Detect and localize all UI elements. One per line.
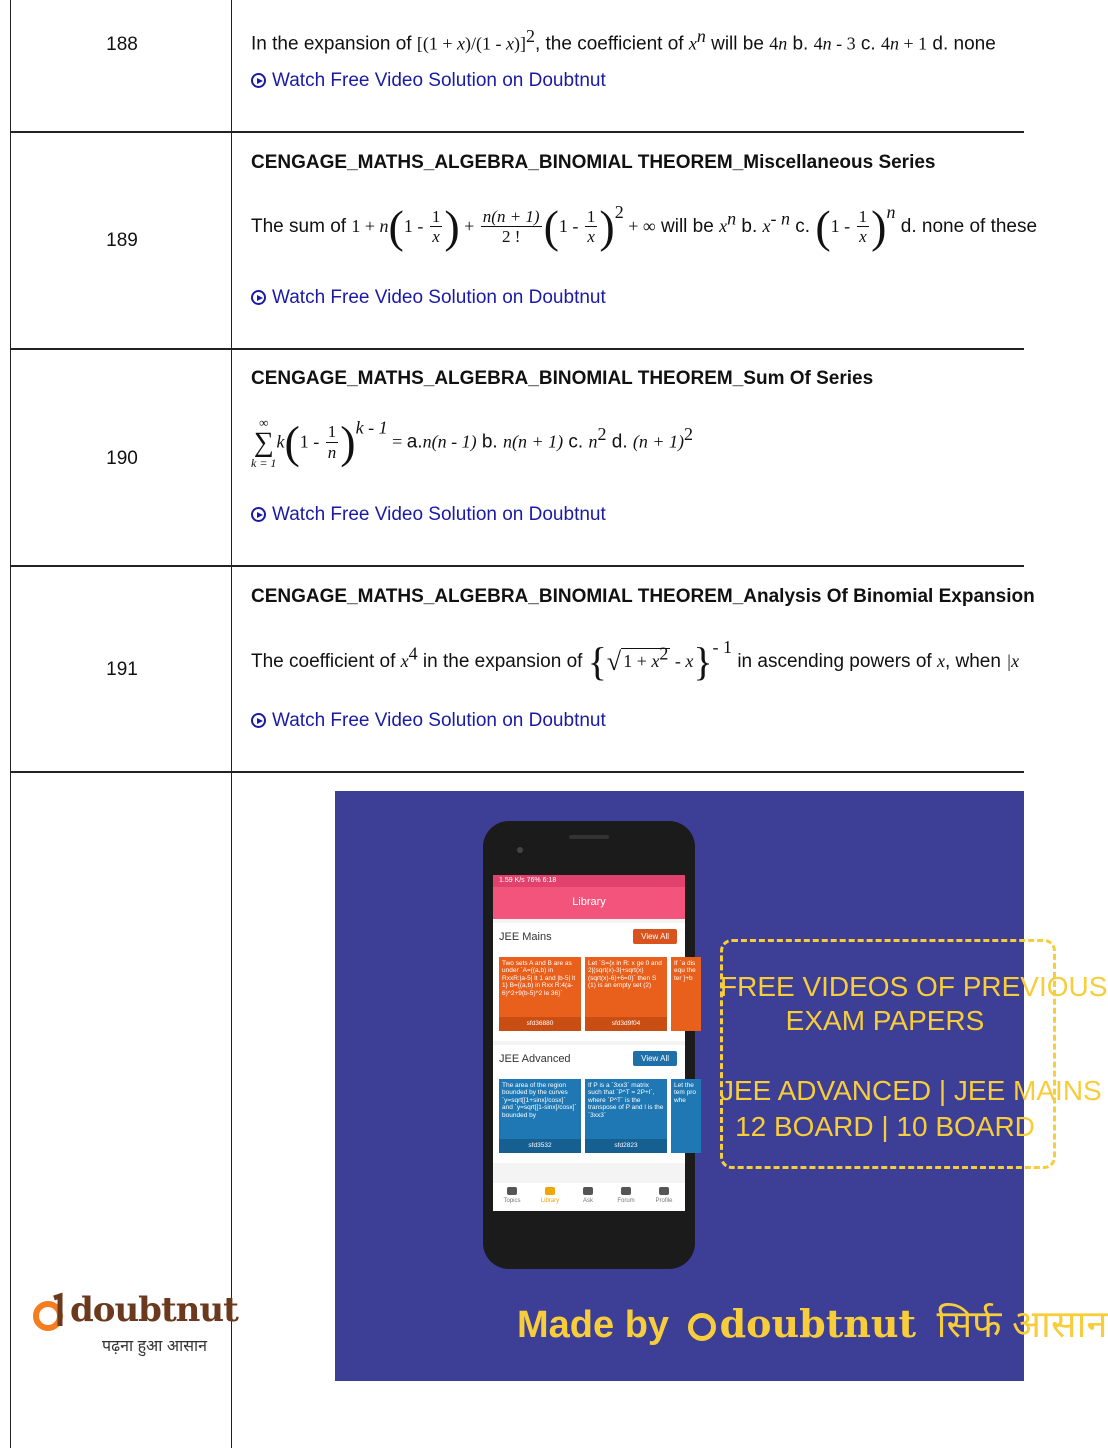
app-bottom-nav	[493, 1183, 685, 1211]
watch-video-link[interactable]: Watch Free Video Solution on Doubtnut	[251, 710, 606, 732]
phone-screen	[493, 875, 697, 1211]
play-circle-icon	[251, 73, 266, 88]
app-title: Library	[493, 887, 685, 919]
view-all-button[interactable]: View All	[633, 929, 677, 944]
phone-mockup	[483, 821, 695, 1269]
row-divider	[10, 771, 1024, 773]
table-border-middle	[231, 0, 232, 1448]
question-text: In the expansion of $[(1 + x)/(1 - x)]^2$, the coefficient of $x^n$ will be 4n b. 4n - 3 c. 4n + 1 d. none	[251, 26, 996, 55]
phone-status-bar: 1.59 K/s 76% 6:18	[493, 875, 685, 887]
chat-icon	[621, 1187, 631, 1195]
nav-library[interactable]: Library	[531, 1187, 569, 1204]
library-icon	[545, 1187, 555, 1195]
question-card[interactable]: Two sets A and B are as under `A={(a,b) in RxxR:|a-5| lt 1 and |b-5| lt 1} B={(a,b) in Rxx R:4(a-6)^2+9(b-5)^2 le 36}` sfd36880	[499, 957, 581, 1031]
logo-text: doubtnut	[70, 1290, 238, 1330]
question-card[interactable]: Let `S={x in R: x ge 0 and 2|(sqrt(x)-3|+sqrt(x)(sqrt(x)-6)+6=0}` then S (1) is an empty set (2) sfd3d9f04	[585, 957, 667, 1031]
watch-video-link[interactable]: Watch Free Video Solution on Doubtnut	[251, 504, 606, 526]
watch-video-link[interactable]: Watch Free Video Solution on Doubtnut	[251, 287, 606, 309]
question-number: 190	[106, 448, 138, 469]
nav-profile[interactable]: Profile	[645, 1187, 683, 1204]
question-text: ∞ ∑ k = 1 k(1 - $\frac{1}{n}$ )$^{k - 1}$ = a.n(n - 1) b. n(n + 1) c. $n^2$ d. $(n + 1)^2$	[251, 415, 694, 470]
topic-heading: CENGAGE_MATHS_ALGEBRA_BINOMIAL THEOREM_Sum Of Series	[251, 368, 874, 389]
topic-heading: CENGAGE_MATHS_ALGEBRA_BINOMIAL THEOREM_Miscellaneous Series	[251, 152, 936, 173]
row-divider	[10, 565, 1024, 567]
nav-topics[interactable]: Topics	[493, 1187, 531, 1204]
promo-banner[interactable]	[335, 791, 1108, 1381]
doubtnut-logo-icon	[30, 1292, 70, 1332]
question-text: The coefficient of $x^4$ in the expansion of {√ $1 + x^2 - x\}^{- 1}$ in ascending powers of x, when |x	[251, 637, 1020, 684]
section-title: JEE Mains	[499, 931, 552, 943]
nav-ask[interactable]: Ask	[569, 1187, 607, 1204]
section-title: JEE Advanced	[499, 1053, 571, 1065]
table-border-left	[10, 0, 11, 1448]
watch-video-link[interactable]: Watch Free Video Solution on Doubtnut	[251, 70, 606, 92]
question-card[interactable]: If P is a `3xx3` matrix such that `P^T = 2P+I`, where `P^T` is the transpose of P and I is the `3xx3` sfd2823	[585, 1079, 667, 1153]
play-circle-icon	[251, 507, 266, 522]
section-jee-advanced	[493, 1045, 697, 1163]
camera-icon	[583, 1187, 593, 1195]
play-circle-icon	[251, 713, 266, 728]
question-number: 188	[106, 34, 138, 55]
promo-line: JEE ADVANCED | JEE MAINS	[720, 1075, 1102, 1106]
profile-icon	[659, 1187, 669, 1195]
question-number: 189	[106, 230, 138, 251]
promo-line: 12 BOARD | 10 BOARD	[735, 1111, 1035, 1142]
play-circle-icon	[251, 290, 266, 305]
promo-line: FREE VIDEOS OF PREVIOUS	[720, 971, 1108, 1002]
made-by-tagline: Made by doubtnut सिर्फ आसान	[517, 1301, 1108, 1346]
nav-forum[interactable]: Forum	[607, 1187, 645, 1204]
question-text: The sum of 1 + n(1 - $\frac{1}{x}$ ) + $\frac{n(n + 1)}{2 !}$ (1 - $\frac{1}{x}$ )$^2$ + ∞ will be $x^n$ b. $x^{- n}$ c. (1 - $\frac{1}{x}$ )$^n$ d. none of these	[251, 200, 1038, 252]
logo-tagline: पढ़ना हुआ आसान	[102, 1338, 208, 1355]
question-card[interactable]: Let the tem pro whe	[671, 1079, 701, 1153]
view-all-button[interactable]: View All	[633, 1051, 677, 1066]
question-card[interactable]: If `a dis equ the ter ]+b	[671, 957, 701, 1031]
question-card[interactable]: The area of the region bounded by the curves `y=sqrt[[1+sinx]/cosx]` and `y=sqrt[[1-sinx]/cosx]` bounded by sfd3532	[499, 1079, 581, 1153]
section-jee-mains	[493, 923, 696, 1041]
topics-icon	[507, 1187, 517, 1195]
brand-logo-icon	[688, 1313, 716, 1341]
promo-line: EXAM PAPERS	[785, 1005, 985, 1036]
topic-heading: CENGAGE_MATHS_ALGEBRA_BINOMIAL THEOREM_Analysis Of Binomial Expansion	[251, 586, 1035, 607]
row-divider	[10, 131, 1024, 133]
question-number: 191	[106, 659, 138, 680]
row-divider	[10, 348, 1024, 350]
